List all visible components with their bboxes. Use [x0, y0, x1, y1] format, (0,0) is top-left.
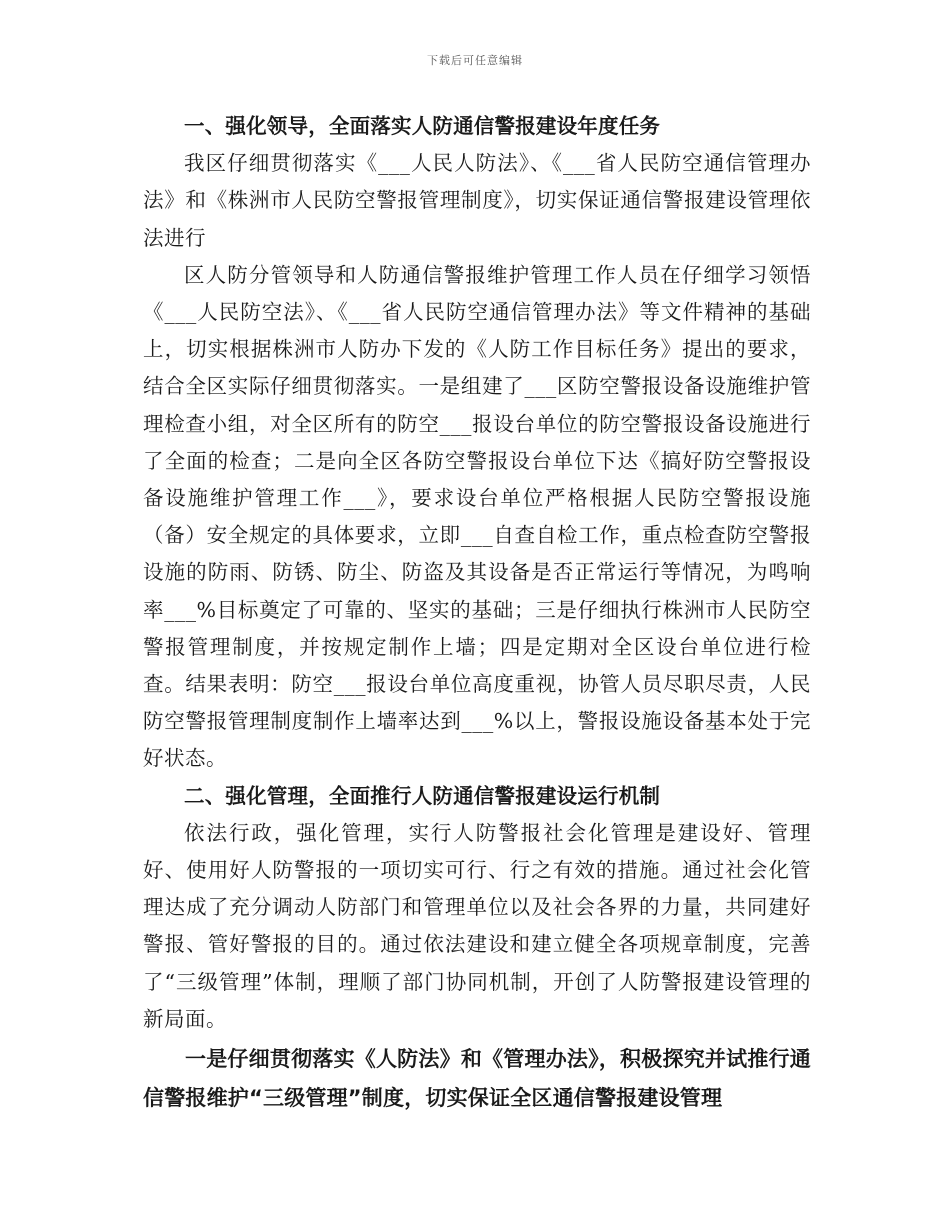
page-header: 下载后可任意编辑 [427, 54, 523, 67]
paragraph-4-bold: 一是仔细贯彻落实《人防法》和《管理办法》，积极探究并试推行通信警报维护“三级管理”制度，切实保证全区通信警报建设管理 [143, 1047, 811, 1110]
document-body [143, 108, 811, 1117]
section-heading-2: 二、强化管理，全面推行人防通信警报建设运行机制 [184, 783, 661, 808]
paragraph-3: 依法行政，强化管理，实行人防警报社会化管理是建设好、管理好、使用好人防警报的一项切实可行、行之有效的措施。通过社会化管理达成了充分调动人防部门和管理单位以及社会各界的力量，共同建好警报、管好警报的目的。通过依法建设和建立健全各项规章制度，完善了“三级管理”体制，理顺了部门协同机制，开创了人防警报建设管理的新局面。 [143, 820, 811, 1031]
paragraph-1: 我区仔细贯彻落实《___人民人防法》、《___省人民防空通信管理办法》和《株洲市人民防空警报管理制度》，切实保证通信警报建设管理依法进行 [143, 151, 811, 250]
section-heading-1: 一、强化领导，全面落实人防通信警报建设年度任务 [184, 114, 661, 138]
paragraph-2: 区人防分管领导和人防通信警报维护管理工作人员在仔细学习领悟《___人民防空法》、《___省人民防空通信管理办法》等文件精神的基础上，切实根据株洲市人防办下发的《人防工作目标任务》提出的要求，结合全区实际仔细贯彻落实。一是组建了___区防空警报设备设施维护管理检查小组，对全区所有的防空___报设台单位的防空警报设备设施进行了全面的检查；二是向全区各防空警报设台单位下达《搞好防空警报设备设施维护管理工作___》，要求设台单位严格根据人民防空警报设施（备）安全规定的具体要求，立即___自查自检工作，重点检查防空警报设施的防雨、防锈、防尘、防盗及其设备是否正常运行等情况，为鸣响率___%目标奠定了可靠的、坚实的基础；三是仔细执行株洲市人民防空警报管理制度，并按规定制作上墙；四是定期对全区设台单位进行检查。结果表明：防空___报设台单位高度重视，协管人员尽职尽责，人民防空警报管理制度制作上墙率达到___%以上，警报设施设备基本处于完好状态。 [143, 262, 811, 771]
